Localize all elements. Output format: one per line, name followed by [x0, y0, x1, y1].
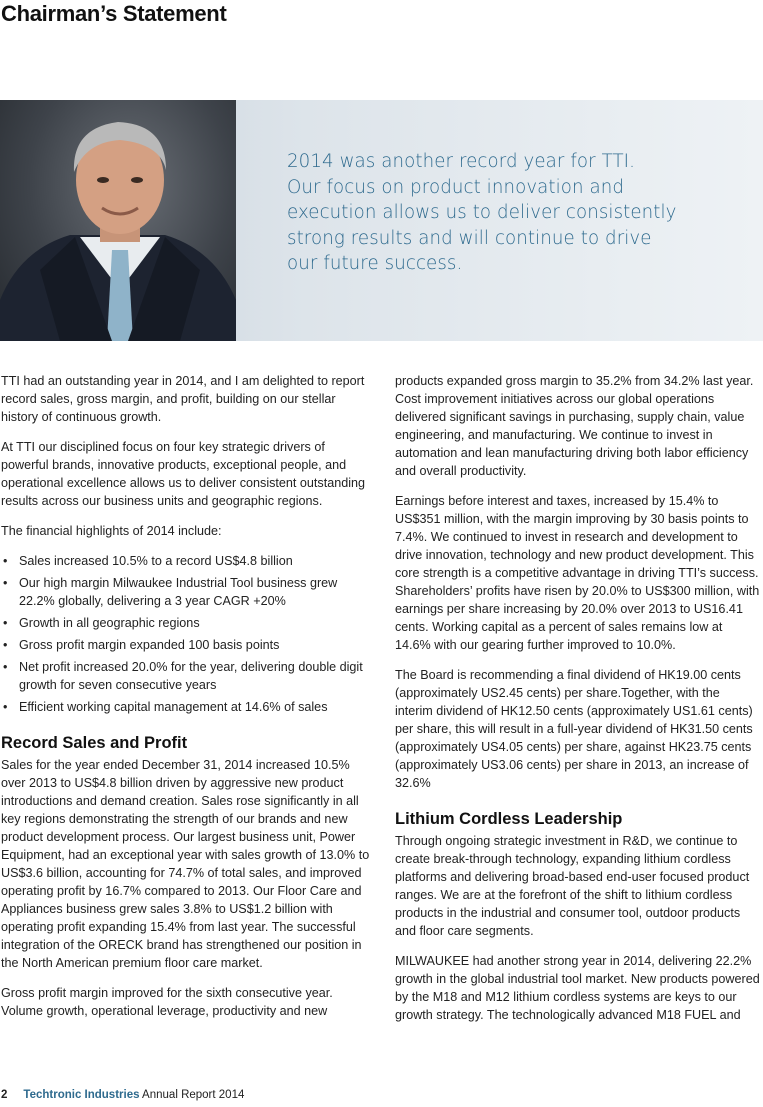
paragraph: MILWAUKEE had another strong year in 2014, delivering 22.2% growth in the global industrial tool market. New products powered by the M18 and M12 lithium cordless systems are keys to our growth strategy. The technologically advanced M18 FUEL and — [395, 954, 760, 1022]
pull-quote-line: strong results and will continue to drive — [287, 227, 652, 249]
portrait-illustration — [0, 100, 236, 341]
pull-quote-line: 2014 was another record year for TTI. — [287, 151, 636, 172]
paragraph: TTI had an outstanding year in 2014, and I am delighted to report record sales, gross margin, and profit, building on our stellar history of continuous growth. — [1, 374, 365, 424]
paragraph: Through ongoing strategic investment in R&D, we continue to create break-through technology, expanding lithium cordless platforms and delivering broad-based end-user focused product ranges. We are at the forefront of the shift to lithium cordless products in the industrial and consumer tool, outdoor products and floor care segments. — [395, 834, 750, 938]
list-item: • Growth in all geographic regions — [1, 614, 371, 632]
paragraph: products expanded gross margin to 35.2% from 34.2% last year. Cost improvement initiatives across our global operations delivered significant savings in purchasing, supply chain, value engineering, and manufacturing. We continue to invest in automation and lean manufacturing driving both labor efficiency and overall productivity. — [395, 374, 754, 478]
list-item: • Efficient working capital management at 14.6% of sales — [1, 698, 371, 716]
paragraph: The financial highlights of 2014 include: — [1, 524, 222, 538]
list-item: • Gross profit margin expanded 100 basis points — [1, 636, 371, 654]
section-heading: Lithium Cordless Leadership — [395, 810, 623, 828]
page-number: 2 — [1, 1089, 8, 1101]
list-item: • Our high margin Milwaukee Industrial Tool business grew 22.2% globally, delivering a 3 year CAGR +20% — [1, 574, 371, 610]
page-title: Chairman’s Statement — [1, 1, 227, 26]
paragraph: Sales for the year ended December 31, 2014 increased 10.5% over 2013 to US$4.8 billion driven by aggressive new product introductions and demand creation. Sales rose significantly in all key regions demonstrating the strength of our brands and new product development process. Our largest business unit, Power Equipment, had an exceptional year with sales growth of 13.0% to US$3.6 billion, accounting for 74.7% of total sales, and improved operating profit by 16.7% compared to 2013. Our Floor Care and Appliances business grew sales 3.8% to US$1.2 billion with operating profit expanding 15.4% from last year. The successful integration of the ORECK brand has strengthened our position in the North American premium floor care market. — [1, 758, 370, 970]
hero-banner — [0, 100, 763, 341]
paragraph: At TTI our disciplined focus on four key strategic drivers of powerful brands, innovative products, exceptional people, and operational excellence allows us to deliver consistent outstanding results across our business units and geographic regions. — [1, 440, 366, 508]
right-column — [395, 372, 761, 1036]
pull-quote-line: our future success. — [287, 253, 463, 274]
list-item: • Net profit increased 20.0% for the year, delivering double digit growth for seven consecutive years — [1, 658, 371, 694]
chairman-portrait — [0, 100, 236, 341]
left-column — [1, 372, 371, 1032]
paragraph: The Board is recommending a final dividend of HK19.00 cents (approximately US2.45 cents) per share.Together, with the interim dividend of HK12.50 cents (approximately US1.61 cents) per share, this will result in a full-year dividend of HK31.50 cents (approximately US4.05 cents) per share, against HK23.75 cents (approximately US3.06 cents) per share in 2013, an increase of 32.6% — [395, 668, 753, 790]
pull-quote-line: Our focus on product innovation and — [287, 176, 625, 198]
page-footer — [1, 1089, 244, 1101]
highlights-list — [1, 552, 371, 716]
document-title: Annual Report 2014 — [139, 1089, 245, 1101]
pull-quote-line: execution allows us to deliver consistently — [287, 202, 677, 223]
pull-quote — [287, 149, 707, 277]
paragraph: Earnings before interest and taxes, increased by 15.4% to US$351 million, with the margin improving by 30 basis points to 7.4%. We continued to invest in research and development to drive innovation, technology and new product development. This core strength is a competitive advantage in driving TTI’s success. Shareholders’ profits have risen by 20.0% to US$300 million, with earnings per share increasing by 20.0% over 2013 to US16.41 cents. Working capital as a percent of sales remains low at 14.6% with our gearing further improved to 10.0%. — [395, 494, 760, 652]
list-item: • Sales increased 10.5% to a record US$4.8 billion — [1, 552, 371, 570]
section-heading: Record Sales and Profit — [1, 734, 188, 752]
paragraph: Gross profit margin improved for the sixth consecutive year. Volume growth, operational leverage, productivity and new — [1, 986, 333, 1018]
company-name: Techtronic Industries — [23, 1089, 140, 1101]
